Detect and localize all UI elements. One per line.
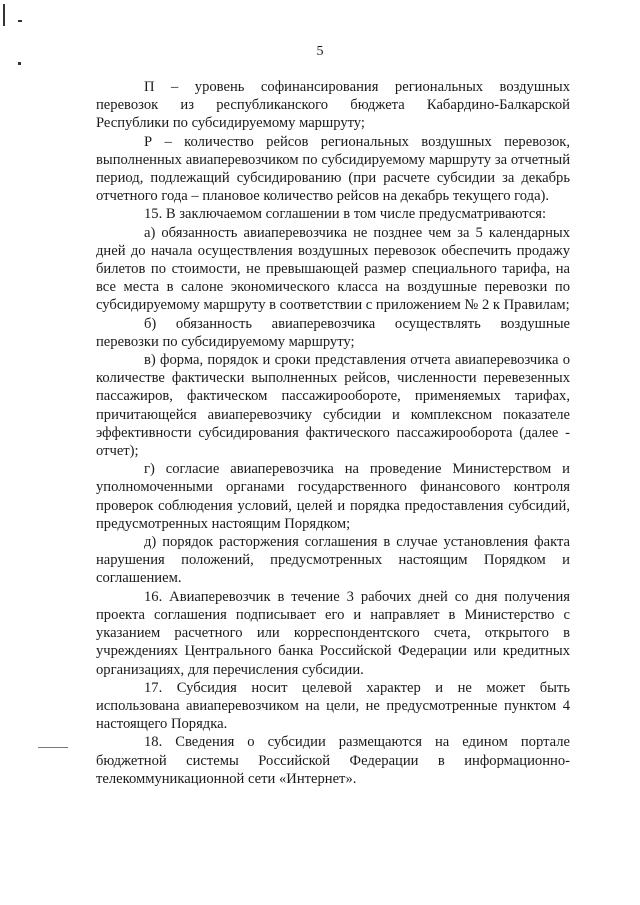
document-body — [96, 78, 570, 788]
paragraph-16: 16. Авиаперевозчик в течение 3 рабочих дней со дня получения проекта соглашения подписывает его и направляет в Министерство с указанием расчетного или корреспондентского счета, открытого в учреждениях Центрального банка Российской Федерации или кредитных организациях, для перечисления субсидии. — [96, 588, 570, 678]
paragraph-18: 18. Сведения о субсидии размещаются на едином портале бюджетной системы Российской Федерации в информационно-телекоммуникационной сети «Интернет». — [96, 734, 570, 787]
page-number: 5 — [316, 44, 324, 59]
paragraph-17: 17. Субсидия носит целевой характер и не может быть использована авиаперевозчиком на цели, не предусмотренные пунктом 4 настоящего Порядка. — [96, 679, 570, 733]
paragraph-15-g: г) согласие авиаперевозчика на проведение Министерством и уполномоченными органами государственного финансового контроля проверок соблюдения условий, целей и порядка предоставления субсидий, предусмотренных настоящим Порядком; — [96, 461, 570, 532]
paragraph-r-definition: Р – количество рейсов региональных воздушных перевозок, выполненных авиаперевозчиком по субсидируемому маршруту за отчетный период, подлежащий субсидированию (при расчете субсидии за декабрь отчетного года – плановое количество рейсов на декабрь текущего года). — [96, 133, 570, 205]
paragraph-p-definition: П – уровень софинансирования региональных воздушных перевозок из республиканского бюджета Кабардино-Балкарской Республики по субсидируемому маршруту; — [96, 79, 570, 132]
paragraph-15-d: д) порядок расторжения соглашения в случае установления факта нарушения положений, предусмотренных настоящим Порядком и соглашением. — [96, 534, 570, 587]
paragraph-15-v: в) форма, порядок и сроки представления отчета авиаперевозчика о количестве фактически выполненных рейсов, численности перевезенных пассажиров, фактическом пассажирообороте, применяемых тарифах, причитающейся авиаперевозчику субсидии и комплексном показателе эффективности субсидирования фактического пассажирооборота (далее - отчет); — [96, 352, 570, 460]
paragraph-15-b: б) обязанность авиаперевозчика осуществлять воздушные перевозки по субсидируемому маршруту; — [96, 315, 570, 350]
scan-margin-mark — [3, 4, 5, 26]
scan-dash — [38, 747, 68, 748]
paragraph-15: 15. В заключаемом соглашении в том числе предусматриваются: — [144, 206, 547, 223]
scan-speck — [18, 20, 22, 22]
paragraph-15-a: а) обязанность авиаперевозчика не позднее чем за 5 календарных дней до начала осуществления воздушных перевозок обеспечить продажу билетов по стоимости, не превышающей размер специального тарифа, на все места в салоне экономического класса на воздушные перевозки по субсидируемому маршруту в соответствии с приложением № 2 к Правилам; — [96, 224, 570, 314]
scan-speck — [18, 62, 21, 65]
